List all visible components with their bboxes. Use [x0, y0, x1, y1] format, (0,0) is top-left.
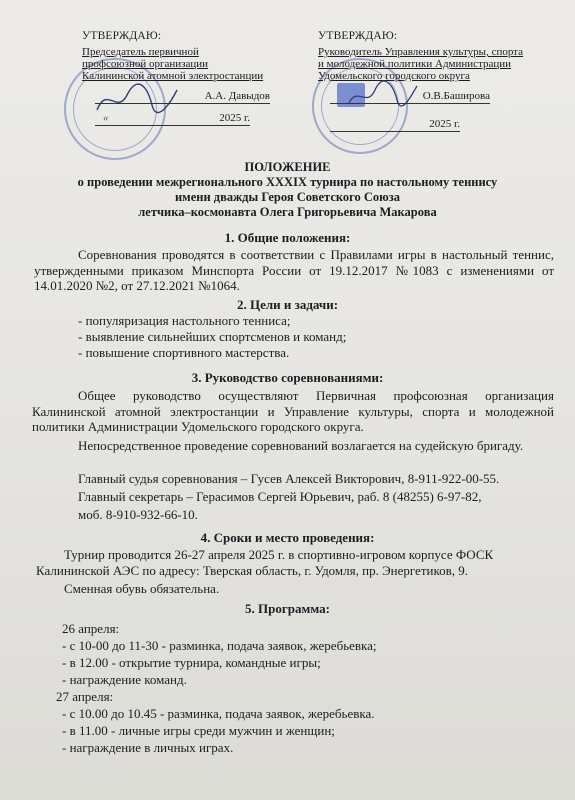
approval-left-line-3: Калининской атомной электростанции [82, 70, 264, 82]
section-1-text: Соревнования проводятся в соответствии с Правилами игры в настольный теннис, утвержденными приказом Минспорта России от 19.12.2017 №1083 с изменениями от 14.01.2020 №2, от 27.12.2021 №1064. [34, 247, 554, 293]
approval-left-date: 2025 г. [219, 112, 250, 124]
section-3-para-1: Общее руководство осуществляют Первичная профсоюзная организация Калининской атомной электростанции и Управление культуры, спорта и молодежной политики Администрации Удомельского городского округа. [32, 388, 554, 434]
approval-right [318, 30, 568, 82]
list-item: - с 10.00 до 10.45 - разминка, подача заявок, жеребьевка. [62, 706, 375, 721]
section-5-program [56, 620, 377, 756]
approval-left-heading: УТВЕРЖДАЮ: [82, 30, 162, 42]
section-1-heading: 1. Общие положения: [224, 230, 351, 245]
approval-right-signer-row [330, 90, 490, 104]
section-4-shoes: Сменная обувь обязательна. [64, 581, 220, 596]
document-title [0, 160, 575, 220]
list-item: - в 12.00 - открытие турнира, командные игры; [62, 655, 321, 670]
list-item: - награждение команд. [62, 672, 187, 687]
approval-left-signer-row [95, 90, 270, 104]
program-day-2-date: 27 апреля: [56, 689, 114, 704]
approval-right-line-3: Удомельского городского округа [318, 70, 470, 82]
approval-right-heading: УТВЕРЖДАЮ: [318, 30, 398, 42]
approval-left-signer: А.А. Давыдов [204, 90, 270, 102]
chief-judge: Главный судья соревнования – Гусев Алексей Викторович, 8-911-922-00-55. [78, 471, 500, 486]
title-line-3: имени дважды Героя Советского Союза [174, 190, 401, 204]
section-3-heading: 3. Руководство соревнованиями: [191, 370, 384, 385]
list-item: - с 10-00 до 11-30 - разминка, подача заявок, жеребьевка; [62, 638, 377, 653]
program-day-1-date: 26 апреля: [62, 621, 120, 636]
section-3-para-2: Непосредственное проведение соревнований возлагается на судейскую бригаду. [78, 438, 524, 453]
approval-left-line-1: Председатель первичной [82, 46, 199, 58]
section-4-heading: 4. Сроки и место проведения: [200, 530, 375, 545]
approval-right-date-row [330, 118, 460, 132]
section-4-text: Турнир проводится 26-27 апреля 2025 г. в спортивно-игровом корпусе ФОСК Калининской АЭС по адресу: Тверская область, г. Удомля, пр. Энергетиков, 9. [36, 547, 494, 578]
approval-right-line-1: Руководитель Управления культуры, спорта [318, 46, 524, 58]
approval-left-line-2: профсоюзной организации [82, 58, 209, 70]
list-item: - награждение в личных играх. [62, 740, 234, 755]
section-3-contacts [78, 470, 499, 524]
title-line-4: летчика–космонавта Олега Григорьевича Макарова [138, 205, 437, 219]
approval-left [82, 30, 282, 82]
list-item: - популяризация настольного тенниса; [78, 313, 291, 328]
title-line-1: ПОЛОЖЕНИЕ [244, 160, 331, 174]
approval-right-line-2: и молодежной политики Администрации [318, 58, 512, 70]
title-line-2: о проведении межрегионального XXXIX турнира по настольному теннису [77, 175, 498, 189]
approval-left-date-row: « 2025 г. [95, 112, 250, 126]
list-item: - выявление сильнейших спортсменов и команд; [78, 329, 347, 344]
section-2-list [78, 313, 346, 361]
chief-secretary: Главный секретарь – Герасимов Сергей Юрьевич, раб. 8 (48255) 6-97-82, [78, 489, 482, 504]
section-5-heading: 5. Программа: [245, 601, 330, 616]
list-item: - в 11.00 - личные игры среди мужчин и женщин; [62, 723, 335, 738]
section-2-heading: 2. Цели и задачи: [236, 297, 339, 312]
secretary-mobile: моб. 8-910-932-66-10. [78, 507, 198, 522]
approval-right-date: 2025 г. [429, 118, 460, 130]
approval-right-signer: О.В.Баширова [422, 90, 490, 102]
list-item: - повышение спортивного мастерства. [78, 345, 290, 360]
